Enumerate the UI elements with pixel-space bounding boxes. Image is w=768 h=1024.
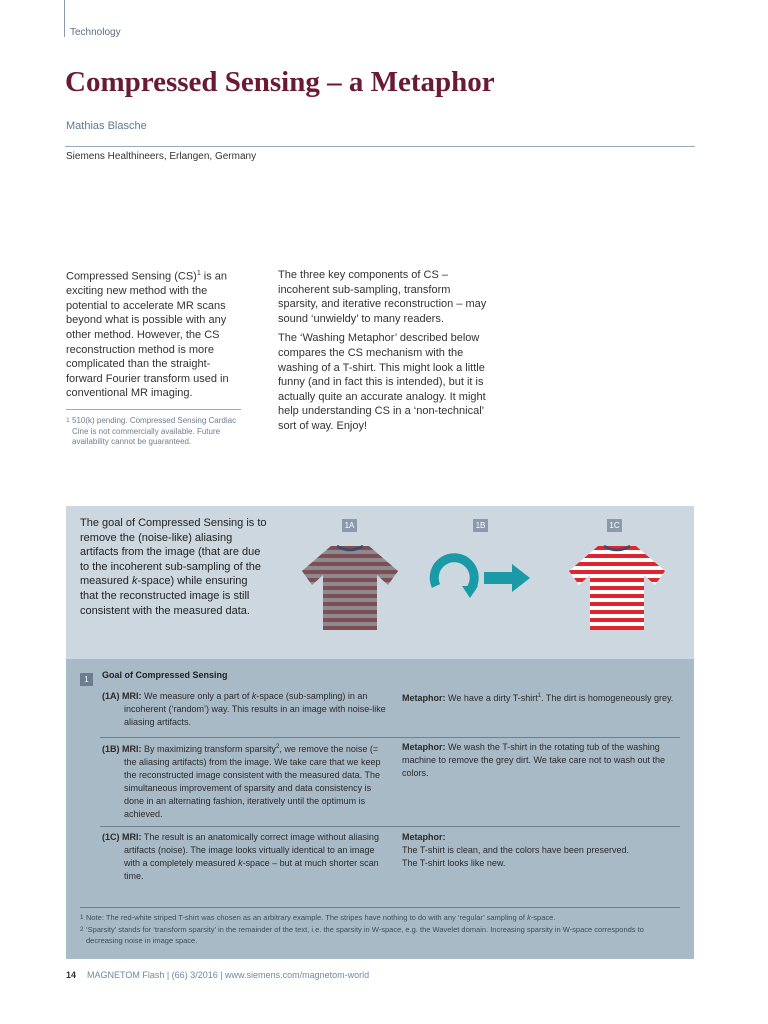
row-1c-meta-line-2: The T-shirt looks like new. xyxy=(402,858,506,868)
footer-folio[interactable]: MAGNETOM Flash | (66) 3/2016 | www.siemens.com/magnetom-world xyxy=(87,970,370,980)
row-1b-mri xyxy=(102,741,392,821)
intro-footnote-text: 510(k) pending. Compressed Sensing Cardiac Cine is not commercially available. Future availability cannot be guaranteed. xyxy=(72,416,237,446)
table-note-2-mark: 2 xyxy=(80,926,84,933)
row-divider-2 xyxy=(100,826,680,827)
intro-col2-paragraph-1: The three key components of CS – incoherent sub-sampling, transform sparsity, and iterative reconstruction – may sound ‘unwieldy’ to many readers. xyxy=(278,269,487,325)
header-rule xyxy=(64,0,65,37)
row-1a-meta-footnote-ref[interactable]: 1 xyxy=(537,693,542,699)
page-number: 14 xyxy=(66,970,77,980)
washing-cycle-icon xyxy=(426,546,536,604)
figure-caption xyxy=(80,516,268,618)
row-1a-meta-text: We have a dirty T-shirt xyxy=(445,693,538,703)
row-1b-meta-label: Metaphor: xyxy=(402,742,446,752)
row-1c-mri-pre: The result is an anatomically correct image without aliasing artifacts (noise). The image looks virtually identical to an image with a completely measured xyxy=(124,832,379,868)
row-1a-meta-text2: . The dirt is homogeneously grey. xyxy=(541,693,674,703)
row-1c-label: (1C) MRI: xyxy=(102,832,142,842)
row-1a-mri-post: -space (sub-sampling) in an incoherent (‘random’) way. This results in an image with noise-like aliasing artifacts. xyxy=(124,691,386,727)
clean-tshirt-icon xyxy=(564,542,670,632)
intro-col1-pre: Compressed Sensing (CS) xyxy=(66,270,197,283)
row-divider-1 xyxy=(100,737,680,738)
figure-caption-pre: The goal of Compressed Sensing is to remove the (noise-like) aliasing artifacts from the image (that are due to the incoherent sub-sampling of the measured xyxy=(80,517,267,588)
row-1a-mri-k: k xyxy=(251,691,257,701)
intro-col1-footnote-ref[interactable]: 1 xyxy=(196,270,201,277)
section-label: Technology xyxy=(70,27,121,38)
table-note-2 xyxy=(80,924,680,946)
row-1a-metaphor xyxy=(402,690,682,705)
tag-1b: 1B xyxy=(473,519,488,532)
intro-col2-paragraph-2: The ‘Washing Metaphor’ described below compares the CS mechanism with the washing of a T-shirt. This might look a little funny (and in fact this is intended), but it is actually quite an accurate analogy. It might help understanding CS in a ‘non-technical’ sort of way. Enjoy! xyxy=(278,332,486,432)
row-1c-metaphor xyxy=(402,831,682,870)
article-title: Compressed Sensing – a Metaphor xyxy=(65,66,495,98)
row-1c-mri-k: k xyxy=(238,858,243,868)
table-note-1-k: k xyxy=(527,913,531,922)
intro-footnote-mark: 1 xyxy=(66,417,70,424)
row-1c-meta-label: Metaphor: xyxy=(402,832,446,842)
row-1b-meta-text: We wash the T-shirt in the rotating tub of the washing machine to remove the grey dirt. We take care not to wash out the colors. xyxy=(402,742,665,778)
table-note-1-mark: 1 xyxy=(80,914,84,921)
table-note-1-pre: Note: The red-white striped T-shirt was chosen as an arbitrary example. The stripes have nothing to do with any ‘regular’ sampling of xyxy=(86,913,528,922)
row-1a-label: (1A) MRI: xyxy=(102,691,142,701)
row-1a-meta-label: Metaphor: xyxy=(402,693,446,703)
tag-1a: 1A xyxy=(342,519,357,532)
figure-caption-k: k xyxy=(131,575,138,588)
affiliation: Siemens Healthineers, Erlangen, Germany xyxy=(66,151,257,162)
figure-caption-post: -space) while ensuring that the reconstructed image is still consistent with the measured data. xyxy=(80,575,250,617)
table-note-1-post: -space. xyxy=(530,913,556,922)
table-badge: 1 xyxy=(80,673,93,686)
dirty-tshirt-icon xyxy=(297,542,403,632)
row-1b-mri-footnote-ref[interactable]: 2 xyxy=(276,744,280,750)
row-1a-mri-pre: We measure only a part of xyxy=(141,691,252,701)
author-divider xyxy=(65,146,695,147)
row-1c-mri-post: -space – but at much shorter scan time. xyxy=(124,858,379,881)
intro-column-1 xyxy=(66,267,246,401)
row-1c-mri xyxy=(102,831,392,883)
tag-1c: 1C xyxy=(607,519,622,532)
author-name: Mathias Blasche xyxy=(66,120,147,132)
footnote-divider xyxy=(66,409,241,410)
intro-column-2 xyxy=(278,268,488,434)
row-1b-mri-pre: By maximizing transform sparsity xyxy=(141,744,277,754)
row-1b-metaphor xyxy=(402,741,682,780)
table-title: Goal of Compressed Sensing xyxy=(102,670,228,680)
row-1b-label: (1B) MRI: xyxy=(102,744,142,754)
row-1b-mri-post: , we remove the noise (= the aliasing artifacts) from the image. We take care that we keep the reconstructed image consistent with the measured data. The simultaneous improvement of sparsity and data consistency is done in an alternating fashion, iteratively until the optimum is achieved. xyxy=(124,744,381,819)
intro-footnote xyxy=(66,416,246,448)
intro-col1-post: is an exciting new method with the potential to accelerate MR scans beyond what is possible with any other method. However, the CS reconstruction method is more complicated than the straight-forward Fourier transform used in conventional MR imaging. xyxy=(66,270,229,400)
table-note-1 xyxy=(80,912,680,923)
table-note-2-text: ‘Sparsity’ stands for ‘transform sparsity’ in the remainder of the text, i.e. the sparsity in W-space, e.g. the Wavelet domain. Increasing sparsity in W-space corresponds to decreasing noise in image space. xyxy=(86,925,644,945)
row-1a-mri xyxy=(102,690,392,729)
row-1c-meta-line-1: The T-shirt is clean, and the colors have been preserved. xyxy=(402,845,629,855)
notes-divider xyxy=(80,907,680,908)
